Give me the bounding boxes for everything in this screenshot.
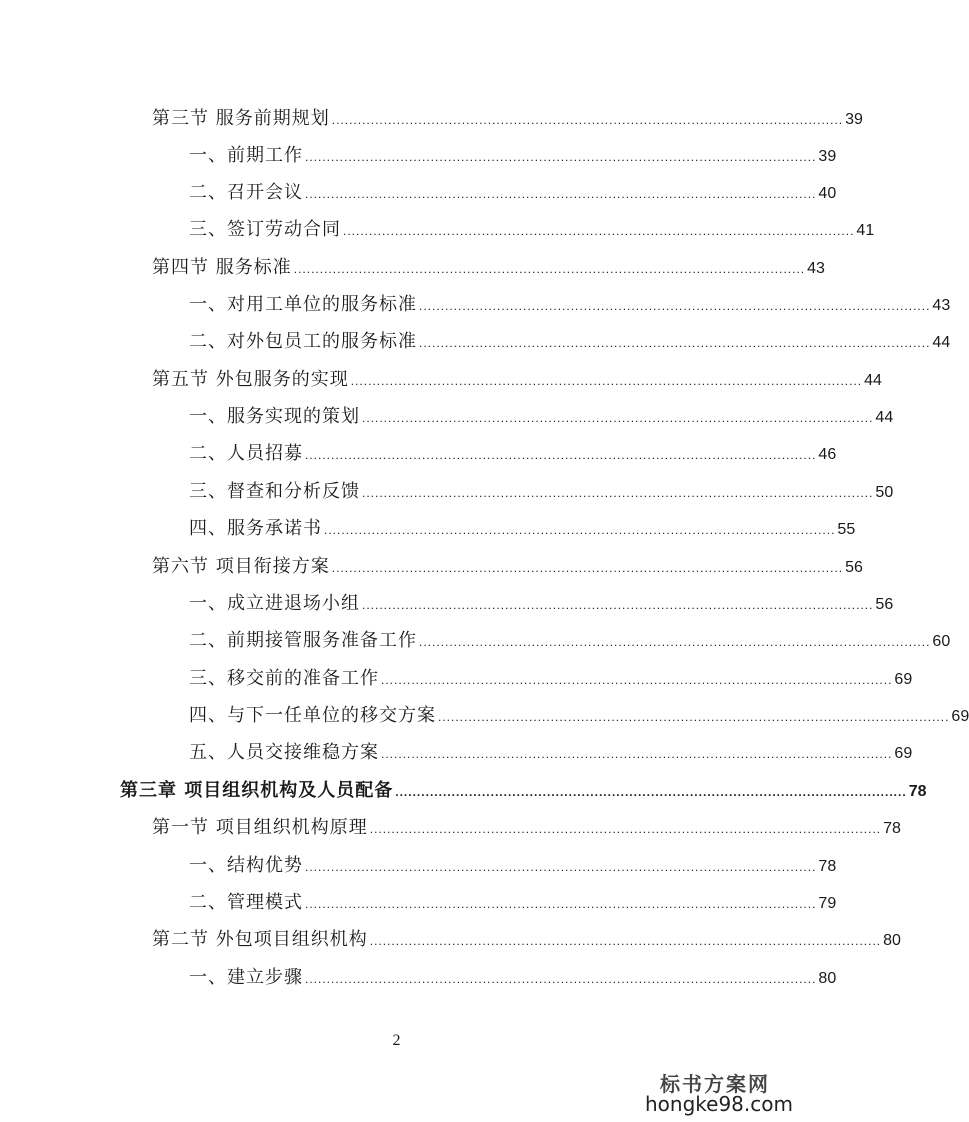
toc-entry-page: 55 [837, 521, 856, 538]
toc-leader-dots: ...................................................................................................................... [343, 224, 855, 238]
toc-entry-label: 二、管理模式 [189, 892, 303, 913]
toc-entry-label: 第二节 外包项目组织机构 [152, 929, 368, 950]
toc-entry[interactable] [189, 477, 894, 507]
toc-entry[interactable] [189, 888, 837, 918]
toc-entry[interactable] [152, 925, 901, 955]
toc-entry-page: 69 [951, 708, 969, 725]
toc-entry-page: 69 [894, 671, 913, 688]
toc-entry-label: 四、与下一任单位的移交方案 [189, 705, 436, 726]
toc-entry[interactable] [189, 215, 875, 245]
toc-leader-dots: ...................................................................................................................... [305, 860, 817, 874]
toc-leader-dots: ...................................................................................................................... [362, 598, 874, 612]
toc-entry-page: 39 [845, 111, 863, 128]
toc-entry[interactable] [189, 290, 951, 320]
watermark-title: 标书方案网 [660, 1072, 770, 1096]
toc-leader-dots: ...................................................................................................................... [419, 635, 931, 649]
toc-leader-dots: ...................................................................................................................... [350, 374, 863, 388]
toc-entry-page: 78 [818, 858, 837, 875]
toc-leader-dots: ...................................................................................................................... [293, 262, 806, 276]
toc-entry[interactable] [189, 439, 837, 469]
toc-entry-label: 一、对用工单位的服务标准 [189, 294, 417, 315]
toc-entry[interactable] [152, 813, 901, 843]
toc-entry-page: 60 [932, 633, 951, 650]
toc-entry-page: 41 [856, 222, 875, 239]
toc-leader-dots: ...................................................................................................................... [305, 972, 817, 986]
toc-leader-dots: ...................................................................................................................... [331, 113, 844, 127]
watermark-url: hongke98.com [645, 1092, 793, 1116]
toc-entry-page: 78 [883, 820, 901, 837]
toc-entry-page: 78 [908, 783, 927, 800]
toc-entry-label: 一、建立步骤 [189, 967, 303, 988]
toc-entry[interactable] [189, 589, 894, 619]
toc-leader-dots: ...................................................................................................................... [381, 673, 893, 687]
toc-leader-dots: ...................................................................................................................... [305, 150, 817, 164]
toc-leader-dots: ...................................................................................................................... [438, 710, 950, 724]
toc-entry[interactable] [152, 104, 863, 134]
toc-entry-page: 79 [818, 895, 837, 912]
toc-entry-label: 三、督查和分析反馈 [189, 481, 360, 502]
toc-entry[interactable] [189, 327, 951, 357]
toc-leader-dots: ...................................................................................................................... [369, 934, 882, 948]
toc-entry-label: 四、服务承诺书 [189, 518, 322, 539]
page-number: 2 [392, 1032, 401, 1049]
toc-entry[interactable] [152, 552, 863, 582]
toc-leader-dots: ...................................................................................................................... [324, 523, 836, 537]
toc-entry-page: 69 [894, 745, 913, 762]
toc-entry-label: 二、人员招募 [189, 443, 303, 464]
toc-leader-dots: ...................................................................................................................... [419, 336, 931, 350]
toc-entry[interactable] [189, 963, 837, 993]
toc-entry-label: 第一节 项目组织机构原理 [152, 817, 368, 838]
toc-entry-label: 第三节 服务前期规划 [152, 108, 330, 129]
toc-entry-page: 56 [875, 596, 894, 613]
toc-entry-label: 第六节 项目衔接方案 [152, 556, 330, 577]
toc-entry-label: 三、移交前的准备工作 [189, 668, 379, 689]
toc-entry-label: 一、成立进退场小组 [189, 593, 360, 614]
toc-entry[interactable] [152, 365, 882, 395]
toc-entry[interactable] [189, 851, 837, 881]
toc-entry[interactable] [189, 664, 913, 694]
toc-entry[interactable] [189, 514, 856, 544]
toc-entry-page: 40 [818, 185, 837, 202]
toc-leader-dots: ...................................................................................................................... [362, 486, 874, 500]
toc-entry-page: 80 [883, 932, 901, 949]
toc-entry-page: 80 [818, 970, 837, 987]
toc-entry[interactable] [189, 738, 913, 768]
toc-leader-dots: ...................................................................................................................... [305, 187, 817, 201]
toc-entry-label: 一、服务实现的策划 [189, 406, 360, 427]
toc-entry-label: 第五节 外包服务的实现 [152, 369, 349, 390]
toc-entry-label: 三、签订劳动合同 [189, 219, 341, 240]
toc-entry[interactable] [189, 178, 837, 208]
toc-entry-page: 46 [818, 446, 837, 463]
toc-entry-page: 44 [864, 372, 882, 389]
toc-chapter-entry[interactable] [120, 776, 927, 806]
toc-entry-label: 一、前期工作 [189, 145, 303, 166]
toc-entry[interactable] [189, 626, 951, 656]
toc-entry[interactable] [189, 402, 894, 432]
toc-entry-page: 44 [875, 409, 894, 426]
toc-entry-label: 第四节 服务标准 [152, 257, 292, 278]
toc-entry[interactable] [189, 701, 969, 731]
toc-entry-label: 二、召开会议 [189, 182, 303, 203]
toc-entry-label: 第三章 项目组织机构及人员配备 [120, 780, 394, 801]
toc-entry-label: 二、前期接管服务准备工作 [189, 630, 417, 651]
toc-leader-dots: ...................................................................................................................... [331, 561, 844, 575]
toc-leader-dots: ...................................................................................................................... [305, 448, 817, 462]
toc-leader-dots: ...................................................................................................................... [369, 822, 882, 836]
toc-entry-label: 一、结构优势 [189, 855, 303, 876]
toc-entry-page: 43 [807, 260, 825, 277]
toc-entry[interactable] [152, 253, 825, 283]
toc-entry-page: 50 [875, 484, 894, 501]
toc-entry-label: 五、人员交接维稳方案 [189, 742, 379, 763]
toc-leader-dots: ...................................................................................................................... [381, 747, 893, 761]
toc-entry-page: 39 [818, 148, 837, 165]
toc-entry-page: 44 [932, 334, 951, 351]
toc-leader-dots: ...................................................................................................................... [362, 411, 874, 425]
toc-entry-page: 43 [932, 297, 951, 314]
toc-leader-dots: ...................................................................................................................... [305, 897, 817, 911]
toc-leader-dots: ...................................................................................................................... [419, 299, 931, 313]
toc-entry[interactable] [189, 141, 837, 171]
toc-entry-label: 二、对外包员工的服务标准 [189, 331, 417, 352]
toc-entry-page: 56 [845, 559, 863, 576]
toc-leader-dots: ...................................................................................................................... [395, 785, 907, 799]
